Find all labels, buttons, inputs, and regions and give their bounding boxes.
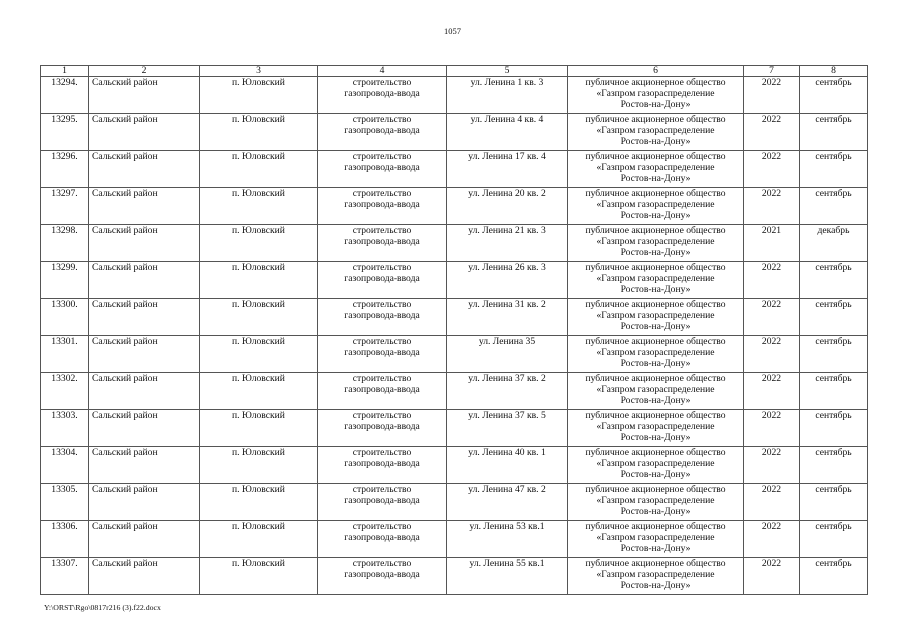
cell-year: 2022 (744, 336, 800, 373)
work-type-line: газопровода-ввода (344, 421, 420, 433)
cell-work-type (318, 336, 447, 373)
table-row (41, 410, 868, 447)
work-type-line: строительство (352, 114, 412, 125)
cell-organization (568, 151, 744, 188)
table-row (41, 262, 868, 299)
cell-organization (568, 188, 744, 225)
organization-line: публичное акционерное общество (585, 484, 726, 495)
column-header-6: 6 (568, 66, 744, 77)
cell-address: ул. Ленина 31 кв. 2 (447, 299, 568, 336)
cell-settlement: п. Юловский (200, 521, 318, 558)
cell-address: ул. Ленина 35 (447, 336, 568, 373)
cell-number: 13296. (41, 151, 89, 188)
cell-work-type (318, 484, 447, 521)
organization-line: Ростов-на-Дону» (620, 210, 691, 222)
cell-district: Сальский район (89, 299, 200, 336)
organization-line: публичное акционерное общество (585, 188, 726, 199)
cell-year: 2022 (744, 151, 800, 188)
cell-settlement: п. Юловский (200, 447, 318, 484)
cell-month: сентябрь (800, 336, 868, 373)
cell-district: Сальский район (89, 188, 200, 225)
work-type-line: строительство (352, 262, 412, 273)
cell-district: Сальский район (89, 225, 200, 262)
organization-line: Ростов-на-Дону» (620, 99, 691, 111)
cell-month: сентябрь (800, 262, 868, 299)
organization-line: «Газпром газораспределение (596, 495, 715, 507)
work-type-line: строительство (352, 558, 412, 569)
organization-line: Ростов-на-Дону» (620, 580, 691, 592)
organization-line: публичное акционерное общество (585, 447, 726, 458)
organization-line: публичное акционерное общество (585, 373, 726, 384)
cell-year: 2022 (744, 262, 800, 299)
cell-number: 13301. (41, 336, 89, 373)
cell-work-type (318, 151, 447, 188)
cell-year: 2021 (744, 225, 800, 262)
organization-line: публичное акционерное общество (585, 114, 726, 125)
organization-line: публичное акционерное общество (585, 521, 726, 532)
work-type-line: строительство (352, 336, 412, 347)
work-type-line: строительство (352, 151, 412, 162)
cell-organization (568, 262, 744, 299)
cell-work-type (318, 558, 447, 595)
cell-work-type (318, 299, 447, 336)
cell-number: 13299. (41, 262, 89, 299)
organization-line: «Газпром газораспределение (596, 273, 715, 285)
data-table (40, 65, 868, 595)
cell-number: 13305. (41, 484, 89, 521)
cell-month: сентябрь (800, 410, 868, 447)
column-header-3: 3 (200, 66, 318, 77)
organization-line: «Газпром газораспределение (596, 384, 715, 396)
cell-organization (568, 484, 744, 521)
cell-settlement: п. Юловский (200, 151, 318, 188)
cell-district: Сальский район (89, 484, 200, 521)
organization-line: публичное акционерное общество (585, 558, 726, 569)
cell-settlement: п. Юловский (200, 336, 318, 373)
cell-work-type (318, 262, 447, 299)
work-type-line: газопровода-ввода (344, 162, 420, 174)
cell-address: ул. Ленина 21 кв. 3 (447, 225, 568, 262)
work-type-line: строительство (352, 225, 412, 236)
cell-organization (568, 373, 744, 410)
work-type-line: газопровода-ввода (344, 458, 420, 470)
cell-district: Сальский район (89, 151, 200, 188)
work-type-line: газопровода-ввода (344, 273, 420, 285)
cell-organization (568, 521, 744, 558)
cell-address: ул. Ленина 4 кв. 4 (447, 114, 568, 151)
organization-line: «Газпром газораспределение (596, 458, 715, 470)
work-type-line: строительство (352, 373, 412, 384)
cell-work-type (318, 77, 447, 114)
column-header-2: 2 (89, 66, 200, 77)
organization-line: «Газпром газораспределение (596, 199, 715, 211)
organization-line: Ростов-на-Дону» (620, 543, 691, 555)
work-type-line: строительство (352, 484, 412, 495)
table-row (41, 225, 868, 262)
cell-month: сентябрь (800, 77, 868, 114)
table-row (41, 373, 868, 410)
organization-line: Ростов-на-Дону» (620, 432, 691, 444)
cell-number: 13304. (41, 447, 89, 484)
table-row (41, 521, 868, 558)
cell-district: Сальский район (89, 373, 200, 410)
cell-address: ул. Ленина 37 кв. 5 (447, 410, 568, 447)
cell-settlement: п. Юловский (200, 188, 318, 225)
cell-number: 13303. (41, 410, 89, 447)
work-type-line: строительство (352, 447, 412, 458)
table-row (41, 188, 868, 225)
work-type-line: газопровода-ввода (344, 495, 420, 507)
organization-line: «Газпром газораспределение (596, 569, 715, 581)
cell-district: Сальский район (89, 521, 200, 558)
organization-line: публичное акционерное общество (585, 225, 726, 236)
organization-line: публичное акционерное общество (585, 262, 726, 273)
cell-address: ул. Ленина 37 кв. 2 (447, 373, 568, 410)
cell-district: Сальский район (89, 114, 200, 151)
cell-settlement: п. Юловский (200, 299, 318, 336)
cell-number: 13306. (41, 521, 89, 558)
cell-number: 13300. (41, 299, 89, 336)
cell-organization (568, 558, 744, 595)
cell-year: 2022 (744, 188, 800, 225)
organization-line: «Газпром газораспределение (596, 310, 715, 322)
organization-line: Ростов-на-Дону» (620, 358, 691, 370)
table-row (41, 77, 868, 114)
page-number: 1057 (444, 26, 461, 36)
table-row (41, 151, 868, 188)
cell-district: Сальский район (89, 77, 200, 114)
work-type-line: газопровода-ввода (344, 310, 420, 322)
cell-number: 13294. (41, 77, 89, 114)
cell-year: 2022 (744, 484, 800, 521)
cell-work-type (318, 521, 447, 558)
column-header-7: 7 (744, 66, 800, 77)
cell-month: сентябрь (800, 447, 868, 484)
cell-district: Сальский район (89, 447, 200, 484)
cell-organization (568, 410, 744, 447)
cell-work-type (318, 373, 447, 410)
cell-year: 2022 (744, 373, 800, 410)
organization-line: «Газпром газораспределение (596, 347, 715, 359)
cell-organization (568, 114, 744, 151)
cell-organization (568, 77, 744, 114)
cell-organization (568, 225, 744, 262)
cell-settlement: п. Юловский (200, 77, 318, 114)
cell-address: ул. Ленина 17 кв. 4 (447, 151, 568, 188)
table-row (41, 558, 868, 595)
cell-settlement: п. Юловский (200, 558, 318, 595)
work-type-line: строительство (352, 521, 412, 532)
cell-district: Сальский район (89, 262, 200, 299)
organization-line: «Газпром газораспределение (596, 532, 715, 544)
cell-month: сентябрь (800, 151, 868, 188)
cell-month: сентябрь (800, 299, 868, 336)
organization-line: Ростов-на-Дону» (620, 321, 691, 333)
organization-line: «Газпром газораспределение (596, 162, 715, 174)
table-row (41, 114, 868, 151)
cell-settlement: п. Юловский (200, 225, 318, 262)
organization-line: публичное акционерное общество (585, 336, 726, 347)
cell-work-type (318, 225, 447, 262)
work-type-line: газопровода-ввода (344, 569, 420, 581)
work-type-line: строительство (352, 410, 412, 421)
cell-address: ул. Ленина 1 кв. 3 (447, 77, 568, 114)
cell-work-type (318, 188, 447, 225)
organization-line: публичное акционерное общество (585, 77, 726, 88)
organization-line: Ростов-на-Дону» (620, 173, 691, 185)
work-type-line: строительство (352, 77, 412, 88)
organization-line: Ростов-на-Дону» (620, 284, 691, 296)
organization-line: Ростов-на-Дону» (620, 395, 691, 407)
organization-line: «Газпром газораспределение (596, 236, 715, 248)
cell-year: 2022 (744, 558, 800, 595)
work-type-line: строительство (352, 299, 412, 310)
cell-month: сентябрь (800, 373, 868, 410)
cell-organization (568, 299, 744, 336)
table-row (41, 484, 868, 521)
column-header-5: 5 (447, 66, 568, 77)
table-row (41, 336, 868, 373)
cell-year: 2022 (744, 521, 800, 558)
cell-address: ул. Ленина 26 кв. 3 (447, 262, 568, 299)
cell-number: 13298. (41, 225, 89, 262)
organization-line: «Газпром газораспределение (596, 88, 715, 100)
footer-file-path: Y:\ORST\Rgo\0817r216 (3).f22.docx (44, 603, 161, 612)
work-type-line: газопровода-ввода (344, 532, 420, 544)
cell-organization (568, 336, 744, 373)
work-type-line: газопровода-ввода (344, 347, 420, 359)
cell-number: 13297. (41, 188, 89, 225)
cell-address: ул. Ленина 47 кв. 2 (447, 484, 568, 521)
organization-line: Ростов-на-Дону» (620, 247, 691, 259)
cell-year: 2022 (744, 77, 800, 114)
work-type-line: газопровода-ввода (344, 384, 420, 396)
cell-work-type (318, 410, 447, 447)
work-type-line: газопровода-ввода (344, 236, 420, 248)
cell-year: 2022 (744, 447, 800, 484)
cell-district: Сальский район (89, 410, 200, 447)
cell-settlement: п. Юловский (200, 484, 318, 521)
cell-address: ул. Ленина 53 кв.1 (447, 521, 568, 558)
organization-line: публичное акционерное общество (585, 410, 726, 421)
cell-number: 13307. (41, 558, 89, 595)
cell-settlement: п. Юловский (200, 262, 318, 299)
cell-month: сентябрь (800, 188, 868, 225)
cell-work-type (318, 447, 447, 484)
organization-line: публичное акционерное общество (585, 299, 726, 310)
column-header-4: 4 (318, 66, 447, 77)
table-body (41, 77, 868, 595)
cell-address: ул. Ленина 20 кв. 2 (447, 188, 568, 225)
work-type-line: газопровода-ввода (344, 88, 420, 100)
organization-line: Ростов-на-Дону» (620, 506, 691, 518)
cell-month: сентябрь (800, 558, 868, 595)
cell-district: Сальский район (89, 336, 200, 373)
cell-year: 2022 (744, 114, 800, 151)
cell-address: ул. Ленина 40 кв. 1 (447, 447, 568, 484)
organization-line: Ростов-на-Дону» (620, 136, 691, 148)
cell-settlement: п. Юловский (200, 114, 318, 151)
cell-month: сентябрь (800, 484, 868, 521)
organization-line: «Газпром газораспределение (596, 125, 715, 137)
header-row (41, 66, 868, 77)
work-type-line: газопровода-ввода (344, 199, 420, 211)
cell-organization (568, 447, 744, 484)
cell-number: 13295. (41, 114, 89, 151)
work-type-line: строительство (352, 188, 412, 199)
cell-month: сентябрь (800, 114, 868, 151)
column-header-1: 1 (41, 66, 89, 77)
table-row (41, 447, 868, 484)
cell-work-type (318, 114, 447, 151)
organization-line: публичное акционерное общество (585, 151, 726, 162)
cell-year: 2022 (744, 299, 800, 336)
column-header-8: 8 (800, 66, 868, 77)
cell-settlement: п. Юловский (200, 373, 318, 410)
cell-year: 2022 (744, 410, 800, 447)
table-row (41, 299, 868, 336)
cell-month: декабрь (800, 225, 868, 262)
cell-number: 13302. (41, 373, 89, 410)
cell-settlement: п. Юловский (200, 410, 318, 447)
work-type-line: газопровода-ввода (344, 125, 420, 137)
cell-district: Сальский район (89, 558, 200, 595)
organization-line: Ростов-на-Дону» (620, 469, 691, 481)
cell-month: сентябрь (800, 521, 868, 558)
organization-line: «Газпром газораспределение (596, 421, 715, 433)
cell-address: ул. Ленина 55 кв.1 (447, 558, 568, 595)
